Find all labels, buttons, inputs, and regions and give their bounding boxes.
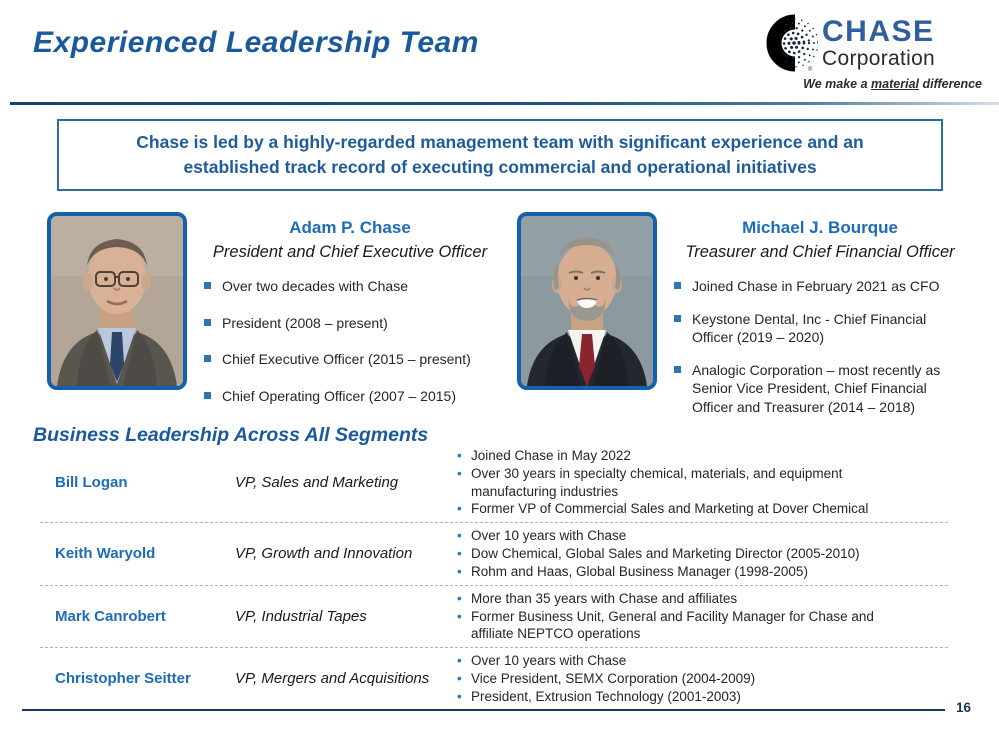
leader-bullet-list: [455, 527, 910, 580]
bullet-item: • Vice President, SEMX Corporation (2004-2009): [455, 670, 910, 688]
executives-section: [47, 212, 957, 431]
bullet-item: • Former Business Unit, General and Facility Manager for Chase and affiliate NEPTCO operations: [455, 608, 910, 644]
leadership-table: [40, 443, 948, 710]
leader-bullet-list: [455, 590, 910, 643]
page-title: Experienced Leadership Team: [33, 26, 479, 59]
bullet-item: President (2008 – present): [201, 314, 499, 333]
leader-name: Bill Logan: [55, 474, 128, 492]
executive-card-adam-chase: [47, 212, 517, 431]
tagline-underlined-word: material: [871, 77, 919, 91]
executive-name: Adam P. Chase: [289, 218, 411, 237]
leader-title: VP, Mergers and Acquisitions: [235, 670, 430, 688]
bullet-item: Keystone Dental, Inc - Chief Financial Officer (2019 – 2020): [671, 310, 969, 347]
logo-brand-subname: Corporation: [822, 47, 936, 70]
executive-name: Michael J. Bourque: [742, 218, 898, 237]
bullet-item: • Rohm and Haas, Global Business Manager (1998-2005): [455, 563, 910, 581]
chase-crescent-dots-icon: [752, 12, 818, 74]
leader-bullet-list: [455, 447, 910, 518]
leader-name: Mark Canrobert: [55, 607, 166, 625]
logo-tagline: We make a material difference: [803, 77, 982, 91]
table-row-mark-canrobert: [40, 586, 948, 648]
table-row-christopher-seitter: [40, 648, 948, 709]
bullet-item: • More than 35 years with Chase and affiliates: [455, 590, 910, 608]
leader-title: VP, Growth and Innovation: [235, 545, 413, 563]
bullet-item: • Over 10 years with Chase: [455, 652, 910, 670]
bullet-item: Chief Executive Officer (2015 – present): [201, 350, 499, 369]
executive-role: Treasurer and Chief Financial Officer: [685, 243, 955, 261]
photo-michael-bourque: [517, 212, 657, 390]
bullet-item: Analogic Corporation – most recently as Senior Vice President, Chief Financial Officer and Treasurer (2014 – 2018): [671, 361, 969, 417]
bullet-item: • Dow Chemical, Global Sales and Marketing Director (2005-2010): [455, 545, 910, 563]
leader-title: VP, Sales and Marketing: [235, 474, 399, 492]
leader-name: Keith Waryold: [55, 545, 156, 563]
leader-name: Christopher Seitter: [55, 670, 191, 688]
leader-bullet-list: [455, 652, 910, 705]
executive-bullet-list: [201, 277, 499, 405]
key-message-text: Chase is led by a highly-regarded management team with significant experience and an established track record of executing commercial and operational initiatives: [136, 132, 864, 177]
bullet-item: • Joined Chase in May 2022: [455, 447, 910, 465]
table-row-bill-logan: [40, 443, 948, 523]
bullet-item: • President, Extrusion Technology (2001-2003): [455, 688, 910, 706]
photo-adam-chase: [47, 212, 187, 390]
bullet-item: Over two decades with Chase: [201, 277, 499, 296]
bullet-item: • Former VP of Commercial Sales and Marketing at Dover Chemical: [455, 500, 910, 518]
bullet-item: • Over 30 years in specialty chemical, materials, and equipment manufacturing industries: [455, 465, 910, 501]
bullet-item: Chief Operating Officer (2007 – 2015): [201, 387, 499, 406]
section-heading-business-leadership: Business Leadership Across All Segments: [33, 424, 429, 446]
bullet-item: • Over 10 years with Chase: [455, 527, 910, 545]
executive-role: President and Chief Executive Officer: [212, 243, 488, 261]
executive-bullet-list: [671, 277, 969, 417]
chase-corporation-logo: [752, 12, 982, 91]
bullet-item: Joined Chase in February 2021 as CFO: [671, 277, 969, 296]
header-divider-line: [10, 102, 999, 105]
executive-card-michael-bourque: [517, 212, 987, 431]
footer-divider-line: [22, 709, 945, 711]
table-row-keith-waryold: [40, 523, 948, 585]
page-number: 16: [956, 700, 972, 715]
key-message-box: [57, 119, 943, 191]
leader-title: VP, Industrial Tapes: [235, 607, 367, 625]
logo-brand-name: CHASE: [822, 15, 935, 48]
registered-mark: ®: [808, 67, 813, 73]
